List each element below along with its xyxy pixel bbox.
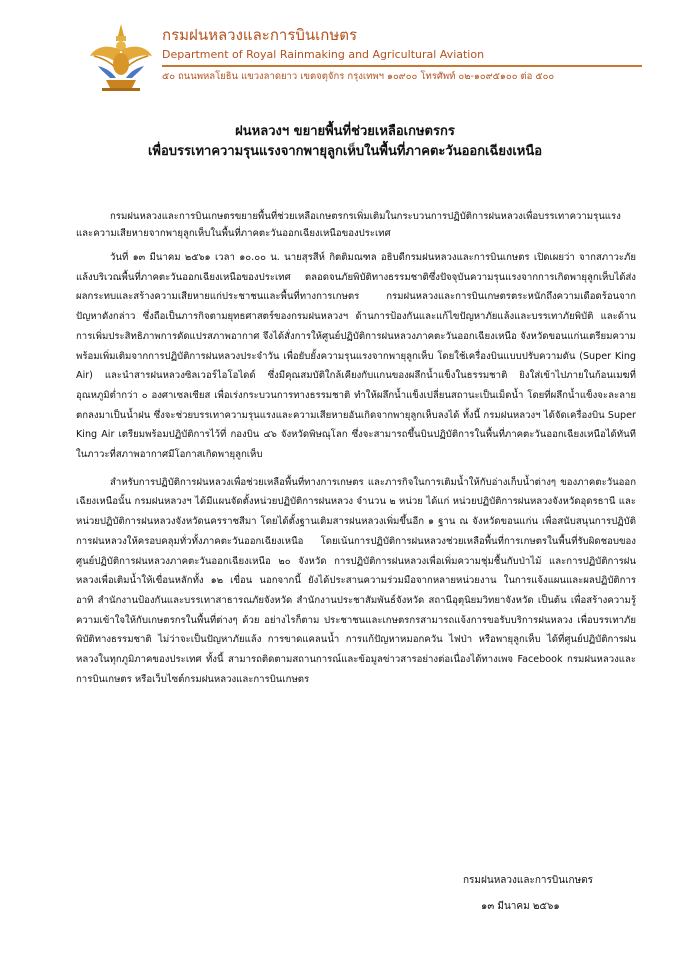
title-line-1: ฝนหลวงฯ ขยายพื้นที่ช่วยเหลือเกษตรกร: [235, 124, 455, 139]
paragraph-details: วันที่ ๑๓ มีนาคม ๒๕๖๑ เวลา ๑๐.๐๐ น. นายสุรสีห์ กิตติมณฑล อธิบดีกรมฝนหลวงและการบินเกษตร เปิดเผยว่า จากสภาวะภัยแล้งบริเวณพื้นที่ภาคตะวันออกเฉียงเหนือของประเทศ ตลอดจนภัยพิบัติทางธรรมชาติซึ่งปัจจุบันความรุนแรงจากการเกิดพายุลูกเห็บได้ส่งผลกระทบและสร้างความเสียหายแก่ประชาชนและพื้นที่ทางการเกษตร กรมฝนหลวงและการบินเกษตรตระหนักถึงความเดือดร้อนจากปัญหาดังกล่าว ซึ่งถือเป็นภารกิจตามยุทธศาสตร์ของกรมฝนหลวงฯ ด้านการป้องกันและแก้ไขปัญหาภัยแล้งและบรรเทาภัยพิบัติ และด้านการเพิ่มประสิทธิภาพการดัดแปรสภาพอากาศ จึงได้สั่งการให้ศูนย์ปฏิบัติการฝนหลวงภาคตะวันออกเฉียงเหนือ จังหวัดขอนแก่นเตรียมความพร้อมเพิ่มเติมจากการปฏิบัติการฝนหลวงประจำวัน เพื่อยับยั้งความรุนแรงจากพายุลูกเห็บ โดยใช้เครื่องบินแบบปรับความดัน (Super King Air) และนำสารฝนหลวงซิลเวอร์ไอโอไดด์ ซึ่งมีคุณสมบัติใกล้เคียงกับแกนของผลึกน้ำแข็งในธรรมชาติ ยิงใส่เข้าไปภายในก้อนเมฆที่อุณหภูมิต่ำกว่า ๐ องศาเซลเซียส เพื่อเร่งกระบวนการทางธรรมชาติ ทำให้ผลึกน้ำแข็งเปลี่ยนสถานะเป็นเม็ดน้ำ โดยที่ผลึกน้ำแข็งจะละลายตกลงมาเป็นน้ำฝน ซึ่งจะช่วยบรรเทาความรุนแรงและความเสียหายอันเกิดจากพายุลูกเห็บลงได้ ทั้งนี้ กรมฝนหลวงฯ ได้จัดเครื่องบิน Super King Air เตรียมพร้อมปฏิบัติการไว้ที่ กองบิน ๔๖ จังหวัดพิษณุโลก ซึ่งจะสามารถขึ้นบินปฏิบัติการในพื้นที่ภาคตะวันออกเฉียงเหนือได้ทันทีในภาวะที่สภาพอากาศมีโอกาสเกิดพายุลูกเห็บ: [76, 252, 636, 461]
title-line-2: เพื่อบรรเทาความรุนแรงจากพายุลูกเห็บในพื้นที่ภาคตะวันออกเฉียงเหนือ: [147, 144, 543, 159]
letterhead: [0, 0, 678, 100]
signature-date: ๑๓ มีนาคม ๒๕๖๑: [481, 901, 560, 912]
signature-block: [463, 868, 663, 920]
document-body: [76, 208, 636, 699]
garuda-emblem-icon: [88, 22, 154, 92]
org-name-thai: กรมฝนหลวงและการบินเกษตร: [162, 26, 358, 44]
document-title: [60, 122, 630, 162]
org-address: ๕๐ ถนนพหลโยธิน แขวงลาดยาว เขตจตุจักร กรุงเทพฯ ๑๐๙๐๐ โทรศัพท์ ๐๒-๑๐๙๕๑๐๐ ต่อ ๕๐๐: [162, 71, 555, 82]
paragraph-summary: กรมฝนหลวงและการบินเกษตรขยายพื้นที่ช่วยเหลือเกษตรกรเพิ่มเติมในกระบวนการปฏิบัติการฝนหลวงเพื่อบรรเทาความรุนแรงและความเสียหายจากพายุลูกเห็บในพื้นที่ภาคตะวันออกเฉียงเหนือของประเทศ: [76, 211, 621, 239]
signature-org: กรมฝนหลวงและการบินเกษตร: [463, 875, 594, 886]
org-name-english: Department of Royal Rainmaking and Agricultural Aviation: [162, 48, 485, 61]
letterhead-divider: [162, 65, 642, 67]
paragraph-operations: สำหรับการปฏิบัติการฝนหลวงเพื่อช่วยเหลือพื้นที่ทางการเกษตร และภารกิจในการเติมน้ำให้กับอ่างเก็บน้ำต่างๆ ของภาคตะวันออกเฉียงเหนือนั้น กรมฝนหลวงฯ ได้มีแผนจัดตั้งหน่วยปฏิบัติการฝนหลวง จำนวน ๒ หน่วย ได้แก่ หน่วยปฏิบัติการฝนหลวงจังหวัดอุดรธานี และหน่วยปฏิบัติการฝนหลวงจังหวัดนครราชสีมา โดยได้ตั้งฐานเติมสารฝนหลวงเพิ่มขึ้นอีก ๑ ฐาน ณ จังหวัดขอนแก่น เพื่อสนับสนุนการปฏิบัติการฝนหลวงให้ครอบคลุมทั่วทั้งภาคตะวันออกเฉียงเหนือ โดยเน้นการปฏิบัติการฝนหลวงช่วยเหลือพื้นที่การเกษตรในพื้นที่รับผิดชอบของศูนย์ปฏิบัติการฝนหลวงภาคตะวันออกเฉียงเหนือ ๒๐ จังหวัด การปฏิบัติการฝนหลวงเพื่อเพิ่มความชุ่มชื้นกับป่าไม้ และการปฏิบัติการฝนหลวงเพื่อเติมน้ำให้เขื่อนหลักทั้ง ๑๒ เขื่อน นอกจากนี้ ยังได้ประสานความร่วมมือจากหลายหน่วยงาน ในการแจ้งแผนและผลปฏิบัติการ อาทิ สำนักงานป้องกันและบรรเทาสาธารณภัยจังหวัด สำนักงานประชาสัมพันธ์จังหวัด สถานีอุตุนิยมวิทยาจังหวัด เป็นต้น เพื่อสร้างความรู้ความเข้าใจให้กับเกษตรกรในพื้นที่ต่างๆ ด้วย อย่างไรก็ตาม ประชาชนและเกษตรกรสามารถแจ้งการขอรับบริการฝนหลวง เพื่อบรรเทาภัยพิบัติทางธรรมชาติ ไม่ว่าจะเป็นปัญหาภัยแล้ง การขาดแคลนน้ำ การแก้ปัญหาหมอกควัน ไฟป่า หรือพายุลูกเห็บ ได้ที่ศูนย์ปฏิบัติการฝนหลวงในทุกภูมิภาคของประเทศ ทั้งนี้ สามารถติดตามสถานการณ์และข้อมูลข่าวสารอย่างต่อเนื่องได้ทางเพจ Facebook กรมฝนหลวงและการบินเกษตร หรือเว็บไซต์กรมฝนหลวงและการบินเกษตร: [76, 476, 636, 685]
